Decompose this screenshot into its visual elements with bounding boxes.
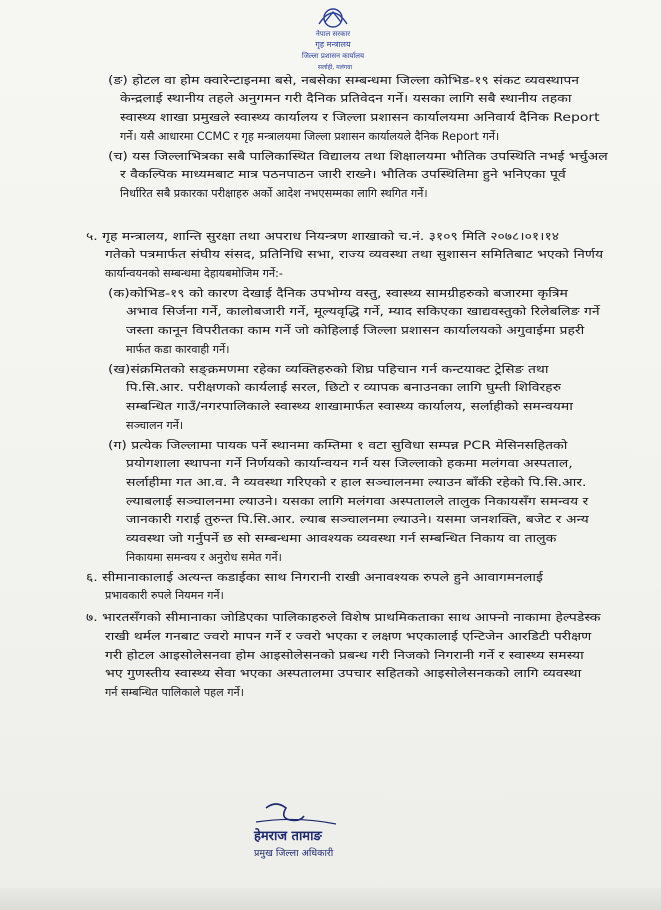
- text-line: मार्फत कडा कारवाही गर्ने।: [126, 343, 230, 356]
- signatory-name: हेमराज तामाङ: [254, 829, 322, 844]
- seal-line-2: गृह मन्त्रालय: [315, 40, 351, 49]
- seal-line-4: सर्लाही, मलंगवा: [317, 64, 353, 71]
- text-line: सञ्चालन गर्ने।: [126, 419, 184, 432]
- text-line: सम्बन्धित गाउँ/नगरपालिकाले स्वास्थ्य शाखामार्फत स्वास्थ्य कार्यालय, सर्लाहीको समन्वयमा: [126, 400, 573, 413]
- signatory-title: प्रमुख जिल्ला अधिकारी: [254, 848, 334, 859]
- text-line: स्वास्थ्य शाखा प्रमुखले स्वास्थ्य कार्यालय र जिल्ला प्रशासन कार्यालयमा अनिवार्य दैनिक Report: [120, 111, 600, 124]
- text-line: (ख)संक्रमितको सङ्क्रमणमा रहेका व्यक्तिहरुको शिघ्र पहिचान गर्न कन्टयाक्ट ट्रेसिङ तथा: [108, 363, 549, 376]
- text-line: गतेको पत्रमार्फत संघीय संसद, प्रतिनिधि सभा, राज्य व्यवस्था तथा सुशासन समितिबाट भएको निर्णय: [105, 248, 604, 261]
- text-line: निकायमा समन्वय र अनुरोध समेत गर्ने।: [126, 551, 282, 564]
- text-line: गरी होटल आइसोलेसनवा होम आइसोलेसनको प्रबन्ध गरी निजको निगरानी गर्ने र स्वास्थ्य समस्या: [105, 649, 584, 662]
- text-line: केन्द्रलाई स्थानीय तहले अनुगमन गरी दैनिक प्रतिवेदन गर्ने। यसका लागि सबै स्थानीय तहका: [120, 92, 572, 105]
- text-line: भए गुणस्तीय स्वास्थ्य सेवा भएका अस्पतालमा उपचार सहितको आइसोलेसनकको लागि व्यवस्था: [105, 667, 582, 680]
- text-line: ७. भारतसँगको सीमानाका जोडिएका पालिकाहरुले विशेष प्राथमिकताका साथ आफ्नो नाकामा हेल्पडेस्क: [86, 611, 601, 624]
- text-line: कार्यान्वयनको सम्बन्धमा देहायबमोजिम गर्ने:-: [105, 267, 283, 280]
- text-line: अभाव सिर्जना गर्ने, कालोबजारी गर्ने, मूल्यवृद्धि गर्ने, म्याद सकिएका खाद्यवस्तुको रिलेबलिङ गर्ने: [126, 305, 600, 318]
- text-line: (क)कोभिड-१९ को कारण देखाई दैनिक उपभोग्य वस्तु, स्वास्थ्य सामग्रीहरुको बजारमा कृत्रिम: [108, 287, 568, 300]
- text-line: व्यवस्था जो गर्नुपर्ने छ सो सम्बन्धमा आवश्यक व्यवस्था गर्न सम्बन्धित निकाय वा तालुक: [126, 532, 557, 545]
- text-line: ६. सीमानाकालाई अत्यन्त कडाईका साथ निगरानी राखी अनावश्यक रुपले हुने आवागमनलाई: [86, 571, 543, 584]
- seal-line-1: नेपाल सरकार: [315, 30, 351, 38]
- text-line: गर्ने। यसै आधारमा CCMC र गृह मन्त्रालयमा जिल्ला प्रशासन कार्यालयले दैनिक Report गर्ने।: [120, 130, 500, 143]
- text-line: राखी थर्मल गनबाट ज्वरो मापन गर्ने र ज्वरो भएका र लक्षण भएकालाई एन्टिजेन आरडिटी परीक्षण: [105, 630, 592, 643]
- text-line: ५. गृह मन्त्रालय, शान्ति सुरक्षा तथा अपराध नियन्त्रण शाखाको च.नं. ३१०९ मिति २०७८।०१।१४: [86, 230, 560, 243]
- text-line: प्रभावकारी रुपले नियमन गर्ने।: [105, 589, 224, 602]
- office-seal: [283, 2, 383, 80]
- text-line: जानकारी गराई तुरुन्त पि.सि.आर. ल्याब सञ्चालनमा ल्याउने। यसमा जनशक्ति, बजेट र अन्य: [126, 513, 589, 526]
- text-line: जस्ता कानून विपरीतका काम गर्ने जो कोहिलाई जिल्ला प्रशासन कार्यालयको अगुवाईमा प्रहरी: [126, 324, 585, 337]
- text-line: प्रयोगशाला स्थापना गर्ने निर्णयको कार्यान्वयन गर्न यस जिल्लाको हकमा मलंगवा अस्पताल,: [126, 457, 573, 470]
- text-line: (ग) प्रत्येक जिल्लामा पायक पर्ने स्थानमा कम्तिमा १ वटा सुविधा सम्पन्न PCR मेसिनसहितको: [108, 439, 568, 452]
- text-line: (च) यस जिल्लाभित्रका सबै पालिकास्थित विद्यालय तथा शिक्षालयमा भौतिक उपस्थिति नभई भर्चुअल: [108, 150, 608, 163]
- text-line: पि.सि.आर. परीक्षणको कार्यलाई सरल, छिटो र व्यापक बनाउनका लागि घुम्ती शिविरहरु: [126, 381, 561, 394]
- text-line: (ङ) होटल वा होम क्वारेन्टाइनमा बसे, नबसेका सम्बन्धमा जिल्ला कोभिड-१९ संकट व्यवस्थापन: [108, 74, 580, 87]
- text-line: सर्लाहीमा गत आ.व. नै व्यवस्था गरिएको र हाल सञ्चालनमा ल्याउन बाँकी रहेको पि.सि.आर.: [126, 476, 587, 489]
- text-line: निर्धारित सबै प्रकारका परीक्षाहरु अर्को आदेश नभएसम्मका लागि स्थगित गर्ने।: [120, 187, 428, 200]
- text-line: गर्न सम्बन्धित पालिकाले पहल गर्ने।: [105, 686, 245, 699]
- seal-line-3: जिल्ला प्रशासन कार्यालय: [301, 52, 365, 60]
- text-line: र वैकल्पिक माध्यमबाट मात्र पठनपाठन जारी राख्ने। भौतिक उपस्थितिमा हुने भनिएका पूर्व: [120, 168, 566, 181]
- page-bottom-edge: [0, 888, 661, 910]
- text-line: ल्याबलाई सञ्चालनमा ल्याउने। यसका लागि मलंगवा अस्पतालले तालुक निकायसँग समन्वय र: [126, 495, 589, 508]
